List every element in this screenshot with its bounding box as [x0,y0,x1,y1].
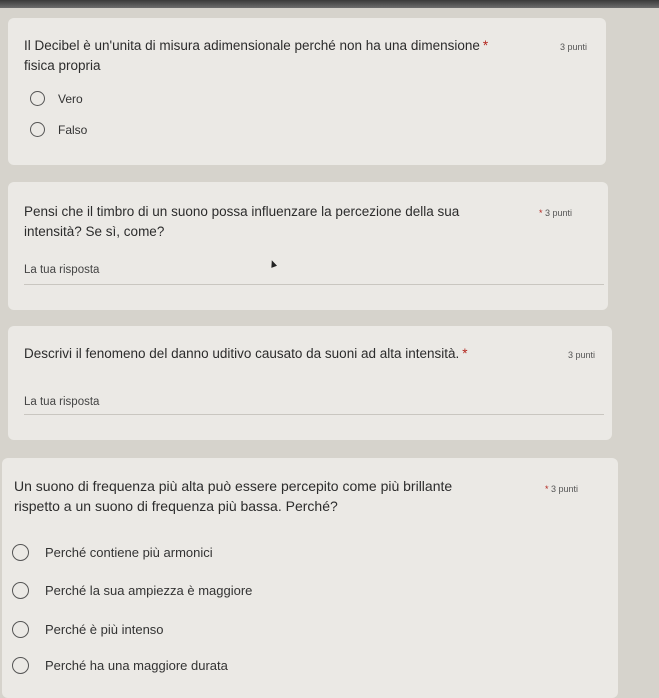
required-asterisk: * [539,208,543,218]
radio-button[interactable] [12,544,29,561]
question-card-1 [8,18,606,165]
question-card-4 [2,458,618,698]
question-title-line-2: fisica propria [24,58,101,73]
option-label: Perché ha una maggiore durata [45,658,228,673]
question-card-3 [8,326,612,440]
option-label: Perché la sua ampiezza è maggiore [45,583,253,598]
radio-button[interactable] [30,122,45,137]
question-title [14,476,534,516]
question-card-2 [8,182,608,310]
option-label: Perché contiene più armonici [45,545,213,560]
required-asterisk: * [462,346,468,361]
option-durata[interactable] [12,657,228,674]
option-vero[interactable] [30,91,83,106]
answer-input[interactable]: La tua risposta [24,396,100,408]
option-label: Vero [58,91,83,106]
required-asterisk: * [545,484,549,494]
required-asterisk: * [482,38,489,53]
answer-underline [24,284,604,285]
radio-button[interactable] [12,621,29,638]
question-title [24,344,554,364]
radio-button[interactable] [12,657,29,674]
points-label: 3 punti [568,350,596,360]
question-title [24,36,544,76]
question-title-line-2: rispetto a un suono di frequenza più bassa. Perché? [14,498,338,514]
answer-underline [24,414,604,415]
option-label: Falso [58,122,88,137]
option-ampiezza[interactable] [12,582,252,599]
question-title-line-1: Descrivi il fenomeno del danno uditivo causato da suoni ad alta intensità. [24,346,460,361]
option-falso[interactable] [30,122,87,137]
answer-input[interactable]: La tua risposta [24,264,100,276]
question-title-line-1: Il Decibel è un'unita di misura adimensionale perché non ha una dimensione [24,38,480,53]
option-label: Perché è più intenso [45,622,164,637]
option-intenso[interactable] [12,621,164,638]
points-label: 3 punti [560,42,588,52]
option-armonici[interactable] [12,544,213,561]
question-title [24,202,524,242]
question-title-line-2: intensità? Se sì, come? [24,224,165,239]
points-label: * 3 punti [545,484,579,494]
points-label: * 3 punti [539,208,573,218]
radio-button[interactable] [30,91,45,106]
top-bar [0,0,659,8]
question-title-line-1: Pensi che il timbro di un suono possa influenzare la percezione della sua [24,204,460,219]
radio-button[interactable] [12,582,29,599]
question-title-line-1: Un suono di frequenza più alta può essere percepito come più brillante [14,478,453,494]
